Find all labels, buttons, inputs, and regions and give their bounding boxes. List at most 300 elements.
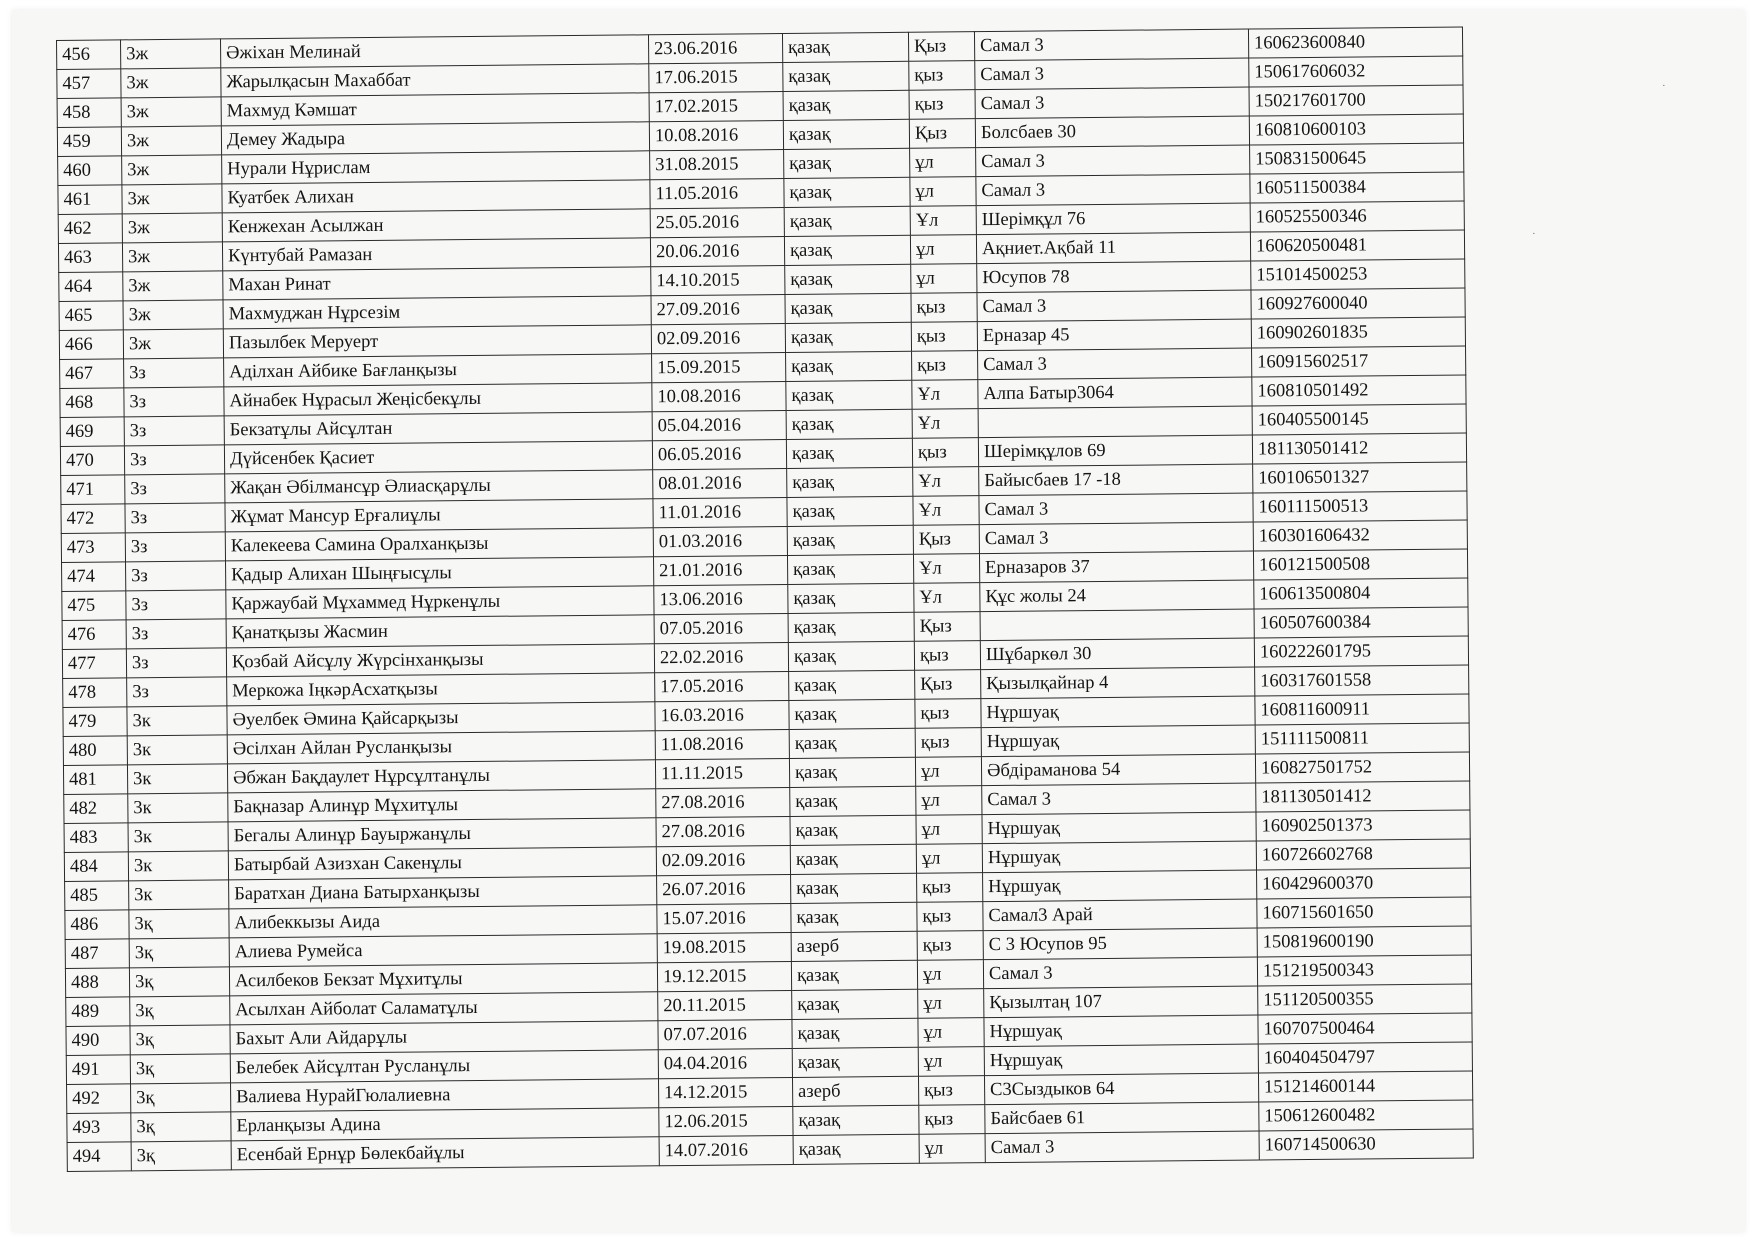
row-number-cell: 465 <box>59 301 123 331</box>
gender-cell: ұл <box>919 1134 985 1164</box>
row-number-cell: 477 <box>62 649 126 679</box>
birth-date-cell: 08.01.2016 <box>653 469 787 499</box>
class-cell: 3қ <box>130 1054 230 1084</box>
nationality-cell: қазақ <box>791 960 917 990</box>
iin-cell: 160301606432 <box>1253 520 1467 551</box>
birth-date-cell: 11.05.2016 <box>650 179 784 209</box>
gender-cell: қыз <box>915 728 981 758</box>
birth-date-cell: 25.05.2016 <box>650 208 784 238</box>
nationality-cell: қазақ <box>791 902 917 932</box>
nationality-cell: қазақ <box>788 641 914 671</box>
address-cell: Шерімқұл 76 <box>976 203 1250 235</box>
row-number-cell: 481 <box>63 765 127 795</box>
student-name-cell: Демеу Жадыра <box>221 122 649 155</box>
iin-cell: 160111500513 <box>1253 491 1467 522</box>
iin-cell: 160902601835 <box>1251 317 1465 348</box>
student-name-cell: Махан Ринат <box>223 267 651 300</box>
nationality-cell: қазақ <box>786 351 912 381</box>
address-cell: Самал 3 <box>976 174 1250 206</box>
iin-cell: 151214600144 <box>1258 1071 1472 1102</box>
gender-cell: қыз <box>911 293 977 323</box>
class-cell: 3ж <box>122 184 222 214</box>
row-number-cell: 456 <box>57 40 121 70</box>
gender-cell: қыз <box>914 641 980 671</box>
nationality-cell: қазақ <box>784 235 910 265</box>
gender-cell: ұл <box>915 757 981 787</box>
row-number-cell: 476 <box>62 620 126 650</box>
nationality-cell: қазақ <box>784 177 910 207</box>
nationality-cell: қазақ <box>792 1018 918 1048</box>
nationality-cell: қазақ <box>784 206 910 236</box>
student-name-cell: Пазылбек Меруерт <box>223 325 651 358</box>
student-name-cell: Қозбай Айсұлу Жүрсінханқызы <box>226 644 654 677</box>
iin-cell: 160222601795 <box>1254 636 1468 667</box>
nationality-cell: қазақ <box>787 467 913 497</box>
birth-date-cell: 26.07.2016 <box>657 874 791 904</box>
gender-cell: қыз <box>918 1076 984 1106</box>
address-cell: Самал 3 <box>982 783 1256 815</box>
iin-cell: 160613500804 <box>1254 578 1468 609</box>
nationality-cell: қазақ <box>791 873 917 903</box>
iin-cell: 151111500811 <box>1255 723 1469 754</box>
class-cell: 3қ <box>130 996 230 1026</box>
iin-cell: 150819600190 <box>1257 926 1471 957</box>
row-number-cell: 492 <box>67 1084 131 1114</box>
birth-date-cell: 11.11.2015 <box>655 758 789 788</box>
student-name-cell: Аділхан Айбике Бағланқызы <box>224 354 652 387</box>
class-cell: 3к <box>129 880 229 910</box>
class-cell: 3з <box>125 532 225 562</box>
gender-cell: Ұл <box>913 496 979 526</box>
gender-cell: қыз <box>909 90 975 120</box>
class-cell: 3з <box>124 445 224 475</box>
class-cell: 3ж <box>123 271 223 301</box>
row-number-cell: 466 <box>59 330 123 360</box>
gender-cell: ұл <box>910 177 976 207</box>
nationality-cell: қазақ <box>789 670 915 700</box>
class-cell: 3к <box>128 851 228 881</box>
birth-date-cell: 14.07.2016 <box>659 1135 793 1165</box>
student-name-cell: Қанатқызы Жасмин <box>226 615 654 648</box>
gender-cell: Ұл <box>913 554 979 584</box>
nationality-cell: қазақ <box>787 496 913 526</box>
row-number-cell: 459 <box>57 127 121 157</box>
gender-cell: қыз <box>917 873 983 903</box>
iin-cell: 160507600384 <box>1254 607 1468 638</box>
nationality-cell: қазақ <box>790 786 916 816</box>
address-cell: Нұршуақ <box>984 1044 1258 1076</box>
student-name-cell: Әбжан Бақдаулет Нұрсұлтанұлы <box>227 760 655 793</box>
class-cell: 3з <box>125 474 225 504</box>
address-cell: Ерназаров 37 <box>979 551 1253 583</box>
row-number-cell: 462 <box>58 214 122 244</box>
gender-cell: ұл <box>916 844 982 874</box>
gender-cell: ұл <box>916 815 982 845</box>
row-number-cell: 471 <box>61 475 125 505</box>
birth-date-cell: 04.04.2016 <box>658 1048 792 1078</box>
class-cell: 3з <box>124 358 224 388</box>
gender-cell: қыз <box>909 61 975 91</box>
nationality-cell: қазақ <box>783 61 909 91</box>
nationality-cell: қазақ <box>792 1047 918 1077</box>
student-name-cell: Нурали Нұрислам <box>222 151 650 184</box>
gender-cell: Ұл <box>913 467 979 497</box>
address-cell: Самал 3 <box>985 1131 1259 1163</box>
class-cell: 3қ <box>129 967 229 997</box>
student-name-cell: Бегалы Алинұр Бауыржанұлы <box>228 818 656 851</box>
iin-cell: 160317601558 <box>1255 665 1469 696</box>
address-cell: Самал 3 <box>978 348 1252 380</box>
class-cell: 3з <box>124 416 224 446</box>
gender-cell: қыз <box>917 902 983 932</box>
nationality-cell: қазақ <box>789 728 915 758</box>
row-number-cell: 479 <box>63 707 127 737</box>
birth-date-cell: 14.10.2015 <box>651 266 785 296</box>
birth-date-cell: 02.09.2016 <box>651 324 785 354</box>
birth-date-cell: 21.01.2016 <box>653 556 787 586</box>
gender-cell: Ұл <box>912 409 978 439</box>
address-cell: Әбдіраманова 54 <box>981 754 1255 786</box>
student-name-cell: Есенбай Ернұр Бөлекбайұлы <box>231 1137 659 1170</box>
address-cell: Шұбаркөл 30 <box>980 638 1254 670</box>
class-cell: 3ж <box>123 329 223 359</box>
iin-cell: 150831500645 <box>1250 143 1464 174</box>
iin-cell: 181130501412 <box>1256 781 1470 812</box>
row-number-cell: 473 <box>61 533 125 563</box>
class-cell: 3к <box>127 735 227 765</box>
birth-date-cell: 31.08.2015 <box>650 150 784 180</box>
student-name-cell: Асылхан Айболат Саламатұлы <box>230 992 658 1025</box>
class-cell: 3з <box>126 619 226 649</box>
row-number-cell: 484 <box>64 852 128 882</box>
row-number-cell: 494 <box>67 1142 131 1172</box>
student-name-cell: Куатбек Алихан <box>222 180 650 213</box>
student-name-cell: Әжіхан Мелинай <box>220 35 648 68</box>
birth-date-cell: 11.01.2016 <box>653 498 787 528</box>
birth-date-cell: 12.06.2015 <box>659 1106 793 1136</box>
row-number-cell: 472 <box>61 504 125 534</box>
row-number-cell: 460 <box>58 156 122 186</box>
row-number-cell: 458 <box>57 98 121 128</box>
row-number-cell: 469 <box>60 417 124 447</box>
gender-cell: ұл <box>910 235 976 265</box>
student-name-cell: Бақназар Алинұр Мұхитұлы <box>228 789 656 822</box>
row-number-cell: 488 <box>65 968 129 998</box>
address-cell: Шерімқұлов 69 <box>978 435 1252 467</box>
birth-date-cell: 13.06.2016 <box>654 585 788 615</box>
gender-cell: ұл <box>918 1047 984 1077</box>
roster-body <box>57 27 1474 1171</box>
gender-cell: Ұл <box>914 583 980 613</box>
student-name-cell: Қаржаубай Мұхаммед Нұркенұлы <box>226 586 654 619</box>
nationality-cell: қазақ <box>789 699 915 729</box>
row-number-cell: 468 <box>60 388 124 418</box>
address-cell: Байсбаев 61 <box>985 1102 1259 1134</box>
class-cell: 3з <box>127 677 227 707</box>
birth-date-cell: 27.09.2016 <box>651 295 785 325</box>
row-number-cell: 482 <box>64 794 128 824</box>
address-cell: Алпа Батыр3064 <box>978 377 1252 409</box>
gender-cell: Ұл <box>910 206 976 236</box>
nationality-cell: қазақ <box>792 989 918 1019</box>
row-number-cell: 463 <box>58 243 122 273</box>
row-number-cell: 461 <box>58 185 122 215</box>
address-cell: Самал 3 <box>975 87 1249 119</box>
nationality-cell: қазақ <box>790 844 916 874</box>
address-cell: Самал 3 <box>974 29 1248 61</box>
class-cell: 3з <box>126 648 226 678</box>
student-name-cell: Әуелбек Әмина Қайсарқызы <box>227 702 655 735</box>
gender-cell: ұл <box>918 1018 984 1048</box>
row-number-cell: 485 <box>65 881 129 911</box>
class-cell: 3қ <box>131 1083 231 1113</box>
birth-date-cell: 23.06.2016 <box>648 34 782 64</box>
nationality-cell: қазақ <box>786 409 912 439</box>
row-number-cell: 489 <box>66 997 130 1027</box>
student-name-cell: Бекзатұлы Айсұлтан <box>224 412 652 445</box>
class-cell: 3к <box>128 793 228 823</box>
class-cell: 3ж <box>123 300 223 330</box>
row-number-cell: 480 <box>63 736 127 766</box>
address-cell: Нұршуақ <box>982 841 1256 873</box>
address-cell: Нұршуақ <box>981 725 1255 757</box>
birth-date-cell: 20.06.2016 <box>650 237 784 267</box>
student-name-cell: Калекеева Самина Оралханқызы <box>225 528 653 561</box>
address-cell: Нұршуақ <box>983 870 1257 902</box>
nationality-cell: қазақ <box>788 612 914 642</box>
birth-date-cell: 07.07.2016 <box>658 1019 792 1049</box>
nationality-cell: қазақ <box>784 148 910 178</box>
birth-date-cell: 20.11.2015 <box>658 990 792 1020</box>
address-cell: С3Сыздыков 64 <box>984 1073 1258 1105</box>
iin-cell: 160927600040 <box>1251 288 1465 319</box>
nationality-cell: азерб <box>792 1076 918 1106</box>
student-name-cell: Бахыт Али Айдарұлы <box>230 1021 658 1054</box>
nationality-cell: қазақ <box>785 264 911 294</box>
student-name-cell: Алиева Румейса <box>229 934 657 967</box>
row-number-cell: 493 <box>67 1113 131 1143</box>
birth-date-cell: 22.02.2016 <box>654 642 788 672</box>
class-cell: 3ж <box>122 213 222 243</box>
gender-cell: ұл <box>917 960 983 990</box>
address-cell: С 3 Юсупов 95 <box>983 928 1257 960</box>
birth-date-cell: 15.09.2015 <box>652 353 786 383</box>
address-cell: Байысбаев 17 -18 <box>979 464 1253 496</box>
class-cell: 3к <box>127 706 227 736</box>
nationality-cell: азерб <box>791 931 917 961</box>
student-name-cell: Жақан Әбілмансұр Әлиасқарұлы <box>225 470 653 503</box>
birth-date-cell: 02.09.2016 <box>656 845 790 875</box>
gender-cell: Қыз <box>909 119 975 149</box>
birth-date-cell: 16.03.2016 <box>655 700 789 730</box>
birth-date-cell: 19.12.2015 <box>657 961 791 991</box>
row-number-cell: 486 <box>65 910 129 940</box>
row-number-cell: 457 <box>57 69 121 99</box>
address-cell: Нұршуақ <box>984 1015 1258 1047</box>
class-cell: 3қ <box>129 938 229 968</box>
iin-cell: 160429600370 <box>1257 868 1471 899</box>
student-name-cell: Махмуд Кәмшат <box>221 93 649 126</box>
row-number-cell: 491 <box>66 1055 130 1085</box>
gender-cell: Ұл <box>912 380 978 410</box>
class-cell: 3қ <box>130 1025 230 1055</box>
nationality-cell: қазақ <box>785 293 911 323</box>
row-number-cell: 464 <box>59 272 123 302</box>
class-cell: 3к <box>127 764 227 794</box>
gender-cell: қыз <box>912 351 978 381</box>
student-name-cell: Асилбеков Бекзат Мұхитұлы <box>229 963 657 996</box>
student-name-cell: Валиева НурайГюлалиевна <box>231 1079 659 1112</box>
address-cell <box>978 406 1252 438</box>
address-cell: Самал 3 <box>975 58 1249 90</box>
scan-speck: · <box>1662 80 1666 92</box>
address-cell: Ерназар 45 <box>977 319 1251 351</box>
student-name-cell: Жұмат Мансур Ерғалиұлы <box>225 499 653 532</box>
iin-cell: 160827501752 <box>1255 752 1469 783</box>
row-number-cell: 478 <box>63 678 127 708</box>
address-cell: Самал 3 <box>979 493 1253 525</box>
address-cell: Қызылтаң 107 <box>984 986 1258 1018</box>
gender-cell: Қыз <box>914 612 980 642</box>
iin-cell: 160915602517 <box>1252 346 1466 377</box>
row-number-cell: 487 <box>65 939 129 969</box>
class-cell: 3з <box>124 387 224 417</box>
iin-cell: 160620500481 <box>1250 230 1464 261</box>
iin-cell: 151120500355 <box>1258 984 1472 1015</box>
address-cell: Ақниет.Ақбай 11 <box>976 232 1250 264</box>
class-cell: 3з <box>125 503 225 533</box>
address-cell: Юсупов 78 <box>977 261 1251 293</box>
class-cell: 3ж <box>122 242 222 272</box>
student-name-cell: Белебек Айсұлтан Русланұлы <box>230 1050 658 1083</box>
birth-date-cell: 15.07.2016 <box>657 903 791 933</box>
nationality-cell: қазақ <box>785 322 911 352</box>
gender-cell: Қыз <box>915 670 981 700</box>
birth-date-cell: 05.04.2016 <box>652 411 786 441</box>
student-name-cell: Баратхан Диана Батырханқызы <box>229 876 657 909</box>
iin-cell: 160106501327 <box>1253 462 1467 493</box>
address-cell: Самал 3 <box>983 957 1257 989</box>
student-name-cell: Күнтубай Рамазан <box>222 238 650 271</box>
gender-cell: ұл <box>910 148 976 178</box>
student-name-cell: Кенжехан Асылжан <box>222 209 650 242</box>
student-name-cell: Айнабек Нұрасыл Жеңісбекұлы <box>224 383 652 416</box>
nationality-cell: қазақ <box>793 1105 919 1135</box>
address-cell: Самал3 Арай <box>983 899 1257 931</box>
iin-cell: 160715601650 <box>1257 897 1471 928</box>
iin-cell: 160810600103 <box>1249 114 1463 145</box>
address-cell: Самал 3 <box>976 145 1250 177</box>
address-cell: Қызылқайнар 4 <box>981 667 1255 699</box>
address-cell: Болсбаев 30 <box>975 116 1249 148</box>
class-cell: 3ж <box>121 126 221 156</box>
address-cell: Самал 3 <box>977 290 1251 322</box>
gender-cell: Қыз <box>908 32 974 62</box>
student-name-cell: Әсілхан Айлан Русланқызы <box>227 731 655 764</box>
nationality-cell: қазақ <box>789 757 915 787</box>
row-number-cell: 490 <box>66 1026 130 1056</box>
iin-cell: 160902501373 <box>1256 810 1470 841</box>
class-cell: 3ж <box>121 68 221 98</box>
gender-cell: қыз <box>912 438 978 468</box>
nationality-cell: қазақ <box>787 554 913 584</box>
gender-cell: ұл <box>916 786 982 816</box>
class-cell: 3з <box>126 590 226 620</box>
iin-cell: 151014500253 <box>1251 259 1465 290</box>
class-cell: 3қ <box>131 1141 231 1171</box>
birth-date-cell: 14.12.2015 <box>658 1077 792 1107</box>
iin-cell: 160525500346 <box>1250 201 1464 232</box>
class-cell: 3ж <box>121 97 221 127</box>
nationality-cell: қазақ <box>788 583 914 613</box>
iin-cell: 150217601700 <box>1249 85 1463 116</box>
birth-date-cell: 17.06.2015 <box>649 63 783 93</box>
birth-date-cell: 06.05.2016 <box>652 440 786 470</box>
iin-cell: 160714500630 <box>1259 1129 1473 1160</box>
iin-cell: 160810501492 <box>1252 375 1466 406</box>
student-roster-table <box>56 26 1474 1171</box>
iin-cell: 160707500464 <box>1258 1013 1472 1044</box>
gender-cell: қыз <box>915 699 981 729</box>
nationality-cell: қазақ <box>786 438 912 468</box>
class-cell: 3қ <box>131 1112 231 1142</box>
nationality-cell: қазақ <box>786 380 912 410</box>
birth-date-cell: 27.08.2016 <box>656 787 790 817</box>
iin-cell: 181130501412 <box>1252 433 1466 464</box>
iin-cell: 150612600482 <box>1259 1100 1473 1131</box>
nationality-cell: қазақ <box>783 90 909 120</box>
student-name-cell: Алибеккызы Аида <box>229 905 657 938</box>
birth-date-cell: 10.08.2016 <box>649 121 783 151</box>
row-number-cell: 474 <box>62 562 126 592</box>
row-number-cell: 467 <box>60 359 124 389</box>
student-name-cell: Дүйсенбек Қасиет <box>224 441 652 474</box>
birth-date-cell: 27.08.2016 <box>656 816 790 846</box>
student-name-cell: Жарылқасын Махаббат <box>221 64 649 97</box>
birth-date-cell: 11.08.2016 <box>655 729 789 759</box>
gender-cell: Қыз <box>913 525 979 555</box>
iin-cell: 151219500343 <box>1257 955 1471 986</box>
address-cell: Самал 3 <box>979 522 1253 554</box>
gender-cell: қыз <box>917 931 983 961</box>
class-cell: 3з <box>126 561 226 591</box>
birth-date-cell: 19.08.2015 <box>657 932 791 962</box>
address-cell: Құс жолы 24 <box>980 580 1254 612</box>
iin-cell: 160121500508 <box>1253 549 1467 580</box>
iin-cell: 150617606032 <box>1249 56 1463 87</box>
nationality-cell: қазақ <box>790 815 916 845</box>
student-name-cell: Меркожа ІңкәрАсхатқызы <box>227 673 655 706</box>
row-number-cell: 475 <box>62 591 126 621</box>
class-cell: 3к <box>128 822 228 852</box>
address-cell <box>980 609 1254 641</box>
nationality-cell: қазақ <box>782 32 908 62</box>
class-cell: 3қ <box>129 909 229 939</box>
nationality-cell: қазақ <box>787 525 913 555</box>
birth-date-cell: 01.03.2016 <box>653 527 787 557</box>
gender-cell: ұл <box>911 264 977 294</box>
nationality-cell: қазақ <box>793 1134 919 1164</box>
iin-cell: 160511500384 <box>1250 172 1464 203</box>
nationality-cell: қазақ <box>783 119 909 149</box>
address-cell: Нұршуақ <box>982 812 1256 844</box>
birth-date-cell: 07.05.2016 <box>654 613 788 643</box>
student-name-cell: Махмуджан Нұрсезім <box>223 296 651 329</box>
iin-cell: 160405500145 <box>1252 404 1466 435</box>
gender-cell: қыз <box>919 1105 985 1135</box>
row-number-cell: 483 <box>64 823 128 853</box>
class-cell: 3ж <box>121 39 221 69</box>
